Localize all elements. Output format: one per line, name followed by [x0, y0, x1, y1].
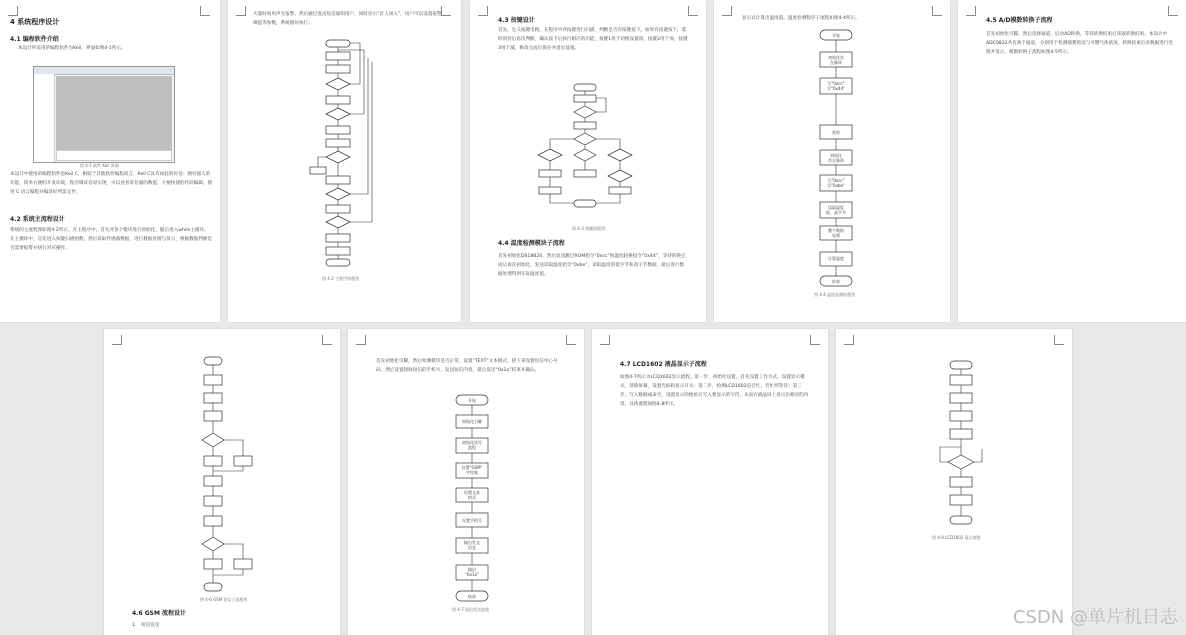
svg-text:计算温度: 计算温度 — [828, 256, 844, 261]
svg-text:整个数据: 整个数据 — [828, 228, 844, 233]
document-page-5 — [958, 0, 1186, 322]
svg-text:设置文本: 设置文本 — [464, 490, 480, 495]
document-page-4 — [714, 0, 950, 322]
page-corner-mark — [356, 335, 366, 345]
svg-text:结束: 结束 — [832, 279, 840, 284]
page-corner-mark — [810, 335, 820, 345]
svg-text:开始: 开始 — [468, 398, 476, 403]
figure-caption: 图 4-1 软件 Keil 界面 — [80, 163, 119, 168]
page-corner-mark — [236, 6, 246, 16]
key-flowchart — [530, 82, 640, 212]
svg-text:流程: 流程 — [468, 445, 476, 450]
paragraph: 如图4-7所示为LCD1602显示流程。第一步，初始化设置，首先设置工作方式，设置显示模式，清除屏幕，设置光标和显示开关；第二步，检测LCD1602是否忙，若忙则等待；第三步，写入数据或命令，设置显示的地址后写入要显示的字符，从而在液晶屏上显示出相应的内容，具体流程如图4-8所示。 — [620, 375, 809, 407]
svg-text:存在脉冲: 存在脉冲 — [828, 158, 844, 163]
paragraph: 首先，定义按键电路，在程序中对按键进行扫描，判断是否有按键按下。如果有按键按下，延时消抖后再次判断，确认按下后执行相应的功能，按键1用于切换设置项，按键2用于加，按键3用于减，修改完成后保存并退出设置。 — [498, 28, 688, 51]
section-heading: 4.2 系统主流程设计 — [10, 216, 65, 223]
paragraph: 首先初始化引脚，然后选择通道，启动AD转换，等待转换结束后读取转换结果。本设计中ADC0832共有两个通道，分别用于检测烟雾浓度与可燃气体浓度，转换结束后对数据进行处理并显示，模数转换子流程如图4-5所示。 — [986, 32, 1173, 55]
paragraph: 系统的主流程图如图4-2所示。在主程序中，首先对各个模块进行初始化，随后进入while主循环。在主循环中，首先进入按键扫描函数，然后读取传感器数据，进行数据处理与显示，根据数据判断是否需要报警并执行对应操作。 — [10, 228, 213, 251]
main-flowchart — [308, 38, 388, 270]
paragraph: 首先初始化DS18B20，然后发送跳过ROM指令“0xcc”和温度转换指令“0x44”，等待转换完成后再次初始化，发送读取温度指令“0xbe”，读取温度的低字节和高字节数据，最后进行数据处理得到实际温度值。 — [498, 254, 686, 277]
paragraph: 本设计中使用的编程软件是Keil C，相较于其他软件编程而言，Keil C具有如此的好处：拥有强大的功能，简单方便的开发环境，程序调试容易实现，可以查看寄存器的数值，方便快捷的代码编辑，使用 C 语言编程并编译好所需文件。 — [10, 172, 213, 195]
chapter-heading: 4 系统程序设计 — [10, 18, 60, 26]
figure-caption: 图 4-4 温度检测流程图 — [814, 292, 856, 297]
page-corner-mark — [966, 6, 976, 16]
svg-text:在脉冲: 在脉冲 — [830, 60, 842, 65]
page-corner-mark — [112, 335, 122, 345]
software-screenshot — [33, 66, 175, 163]
page-corner-mark — [1168, 6, 1178, 16]
svg-text:初始化读写: 初始化读写 — [462, 440, 482, 445]
section-heading: 4.5 A/D模数转换子流程 — [986, 17, 1053, 24]
page-corner-mark — [844, 335, 854, 345]
svg-text:设置"GSM": 设置"GSM" — [461, 465, 483, 470]
svg-text:格式: 格式 — [468, 495, 476, 500]
svg-text:写"0xcc": 写"0xcc" — [827, 81, 845, 86]
sms-flowchart — [452, 393, 492, 603]
svg-text:读取温度: 读取温度 — [828, 205, 844, 210]
paragraph: 本设计所采用的编程软件为Keil，界面如图4-1所示。 — [18, 46, 126, 51]
paragraph: 显示式计算出温度值。温度检测程序子流程如图4-4所示。 — [742, 16, 860, 21]
csdn-watermark: CSDN @单片机日志 — [1012, 607, 1178, 628]
page-corner-mark — [478, 6, 488, 16]
svg-text:字符集: 字符集 — [466, 470, 478, 475]
svg-text:输出发文: 输出发文 — [464, 540, 480, 545]
page-corner-mark — [8, 6, 18, 16]
figure-caption: 图 4-3 按键流程图 — [572, 226, 606, 231]
svg-text:处理: 处理 — [832, 233, 840, 238]
figure-caption: 图 4-6 GSM 短信子流程图 — [200, 597, 248, 602]
svg-text:写"0x44": 写"0x44" — [827, 86, 845, 91]
svg-text:初始化存: 初始化存 — [828, 55, 844, 60]
document-page-3 — [470, 0, 706, 322]
flow-node-label: 开始 — [832, 33, 840, 38]
figure-caption: 图 4-8 LCD1602 显示流程 — [932, 535, 981, 540]
figure-caption: 图 4-2 主程序流程图 — [322, 276, 360, 281]
document-page-2 — [228, 0, 461, 322]
figure-caption: 图 4-7 短信发送流程 — [452, 607, 490, 612]
page-corner-mark — [200, 6, 210, 16]
page-corner-mark — [688, 6, 698, 16]
svg-text:设置手机号: 设置手机号 — [462, 518, 482, 523]
svg-text:输出: 输出 — [468, 567, 476, 572]
paragraph: 大量时间用声光报警，然后通过发送短信通知用户，同时显示“有人闯入”，用户可以设置报警阈值等参数，系统循环执行。 — [253, 12, 442, 26]
page-corner-mark — [722, 6, 732, 16]
page-corner-mark — [600, 335, 610, 345]
document-page-9 — [836, 329, 1072, 635]
svg-text:信息: 信息 — [468, 545, 476, 550]
document-page-1 — [0, 0, 220, 322]
document-page-6 — [104, 329, 340, 635]
paragraph: 首先初始化引脚，然后检测模块是否正常，设置“TEXT”文本模式，接下来设置短信中心号码，然后设置接收短信的手机号，发送短信内容，最后发送“0x1a”结束并确认。 — [376, 359, 558, 373]
svg-text:延时: 延时 — [832, 130, 840, 135]
svg-text:初始化引脚: 初始化引脚 — [462, 419, 482, 424]
temperature-flowchart — [816, 28, 856, 290]
svg-text:写"0xcc": 写"0xcc" — [827, 178, 845, 183]
section-heading: 4.6 GSM 流程设计 — [132, 610, 187, 617]
section-heading: 4.7 LCD1602 液晶显示子流程 — [620, 361, 707, 368]
section-heading: 4.4 温度检测模块子流程 — [498, 240, 565, 247]
page-corner-mark — [932, 6, 942, 16]
lcd-flowchart — [934, 359, 994, 534]
page-corner-mark — [566, 335, 576, 345]
page-corner-mark — [1054, 335, 1064, 345]
svg-text:写"0xbe": 写"0xbe" — [827, 183, 845, 188]
document-page-8 — [592, 329, 828, 635]
section-heading: 4.1 编程软件介绍 — [10, 36, 59, 43]
list-item: 1． 短信发送 — [132, 623, 160, 628]
svg-text:"0x1a": "0x1a" — [465, 572, 479, 577]
page-corner-mark — [322, 335, 332, 345]
section-heading: 4.3 按键设计 — [498, 17, 535, 24]
svg-text:结束: 结束 — [468, 594, 476, 599]
svg-text:初始化: 初始化 — [830, 153, 842, 158]
gsm-flowchart — [192, 355, 262, 595]
svg-text:低、高字节: 低、高字节 — [826, 210, 846, 215]
document-page-7 — [348, 329, 584, 635]
